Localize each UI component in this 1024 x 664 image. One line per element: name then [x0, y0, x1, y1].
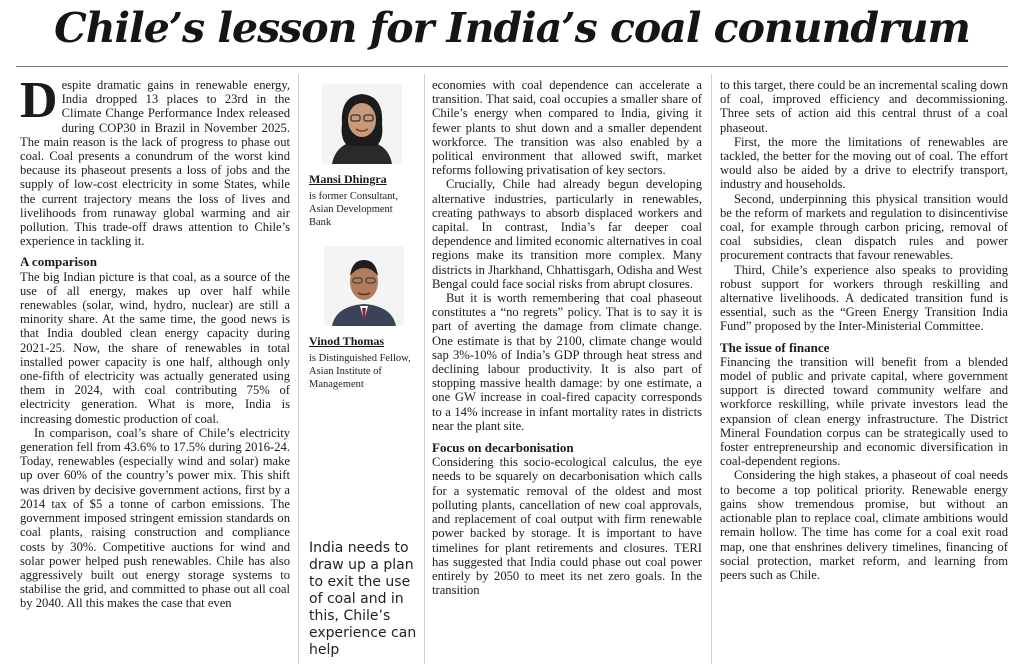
author-name: Vinod Thomas: [309, 334, 385, 348]
article-column-1: [20, 72, 290, 611]
column-divider: [711, 74, 712, 664]
paragraph: The big Indian picture is that coal, as a source of the use of all energy, makes up over half while renewables (solar, wind, hydro, nuclear) are still a minority share. At the same time, the good news is that India doubled clean energy capacity during 2021-25. Now, the share of renewables in total installed power capacity is one half, although only one-fifth of electricity was actually generated using them in 2024, with coal contributing 75% of electricity generation. What is more, India is increasing domestic production of coal.: [20, 269, 290, 426]
paragraph: Third, Chile’s experience also speaks to providing robust support for workers through reskilling and alternative livelihoods. A dedicated transition fund is essential, such as the “Green Energy Transition India Fund” proposed by the Inter-Ministerial Committee.: [720, 262, 1008, 334]
author-name: Mansi Dhingra: [309, 172, 387, 186]
article-column-2: [432, 78, 702, 597]
paragraph: Considering the high stakes, a phaseout of coal needs to become a top political priority. Renewable energy gains show tremendous promise, but without an actionable plan to replace coal, climate ambitions would remain hollow. The time has come for a coal exit road map, one that enshrines delivery timelines, financing of social protection, market reform, and learning from peers such as Chile.: [720, 468, 1008, 582]
subheading-decarbonisation: Focus on decarbonisation: [432, 440, 574, 456]
paragraph: First, the more the limitations of renewables are tackled, the better for the moving out of coal. The effort would also be aided by a drive to electrify transport, industry and households.: [720, 134, 1008, 192]
paragraph: But it is worth remembering that coal phaseout constitutes a “no regrets” policy. That is to say it is part of averting the damage from climate change. One estimate is that by 2100, climate change would sap 3%-10% of India’s GDP through heat stress and declining labour productivity. It is also part of stopping massive health damage: by one estimate, a one GW increase in coal-fired capacity corresponds to a 14% increase in infant mortality rates in districts near the plant site.: [432, 291, 702, 433]
author-photo-vinod: [324, 246, 404, 326]
headline-rule: [16, 66, 1008, 67]
paragraph: economies with coal dependence can accelerate a transition. That said, coal occupies a smaller share of Chile’s energy when compared to India, giving it fewer plants to shut down and a smaller dependent workforce. The transition was also enabled by a political environment that allowed swift, market reforms following privatisation of key sectors.: [432, 78, 702, 178]
paragraph: Considering this socio-ecological calculus, the eye needs to be squarely on decarbonisation which calls for a systematic removal of the oldest and most polluting plants, cancellation of new coal approvals, and replacement of coal output with firm renewable power backed by storage. It is important to have timelines for plant retirements and closures. TERI has suggested that India could phase out coal power entirely by 2050 to meet its net zero goals. In the transition: [432, 455, 702, 598]
paragraph: In comparison, coal’s share of Chile’s electricity generation fell from 43.6% to 17.5% during 2016-24. Today, renewables (especially wind and solar) make up over 60% of the country’s power mix. This shift was driven by decisive government actions, first by a 2014 tax of $5 a tonne of carbon emissions. The government imposed stringent emission standards on coal plants, raising construction and compliance costs by 30%. Competitive auctions for wind and solar power helped push renewables. Chile has also aggressively built out energy storage systems to stabilise the grid, and committed to phase out all coal by 2040. All this makes the case that even: [20, 425, 290, 611]
intro-paragraph: Despite dramatic gains in renewable energy, India dropped 13 places to 23rd in the Climate Change Performance Index released during COP30 in Brazil in November 2025. The main reason is the lack of progress to phase out coal. Coal presents a conundrum of the worst kind because its phaseout presents a loss of jobs and the supply of low-cost electricity in some States, while the current trajectory means the loss of lives and livelihoods from runaway global warming and air pollution. This trade-off draws attention to Chile’s experience in tackling it.: [20, 72, 290, 249]
paragraph: Crucially, Chile had already begun developing alternative industries, particularly in renewables, creating pathways to absorb displaced workers and capital. In contrast, India’s far deeper coal dependence and limited economic alternatives in coal regions make its transition more complex. Many districts in Jharkhand, Chhattisgarh, Odisha and West Bengal could face social risks from abrupt closures.: [432, 177, 702, 291]
pull-quote: India needs to draw up a plan to exit the use of coal and in this, Chile’s experience can help: [309, 540, 417, 658]
subheading-comparison: A comparison: [20, 254, 97, 270]
paragraph: Second, underpinning this physical transition would be the reform of markets and regulation to disincentivise coal, for example through carbon pricing, removal of coal subsidies, clean dispatch rules and power procurement contracts that favour renewables.: [720, 191, 1008, 263]
author-photo-mansi: [322, 84, 402, 164]
paragraph: to this target, there could be an incremental scaling down of coal, improved efficiency and decommissioning. Three sets of action aid this central thrust of a coal phaseout.: [720, 78, 1008, 135]
headline: Chile’s lesson for India’s coal conundrum: [54, 4, 970, 52]
author-bio: is former Consultant, Asian Development Bank: [309, 191, 398, 228]
column-divider: [424, 74, 425, 664]
paragraph: Financing the transition will benefit from a blended model of public and private capital, where government support is directed toward community welfare and workforce reskilling, while private investors lead the expansion of clean energy infrastructure. The District Mineral Foundation corpus can be strategically used to foster entrepreneurship and economic diversification in coal-dependent regions.: [720, 354, 1008, 469]
article-column-3: [720, 78, 1008, 582]
column-divider: [298, 74, 299, 664]
author-bio: is Distinguished Fellow, Asian Institute of Management: [309, 353, 411, 390]
drop-cap: D: [20, 72, 58, 129]
subheading-finance: The issue of finance: [720, 339, 830, 355]
